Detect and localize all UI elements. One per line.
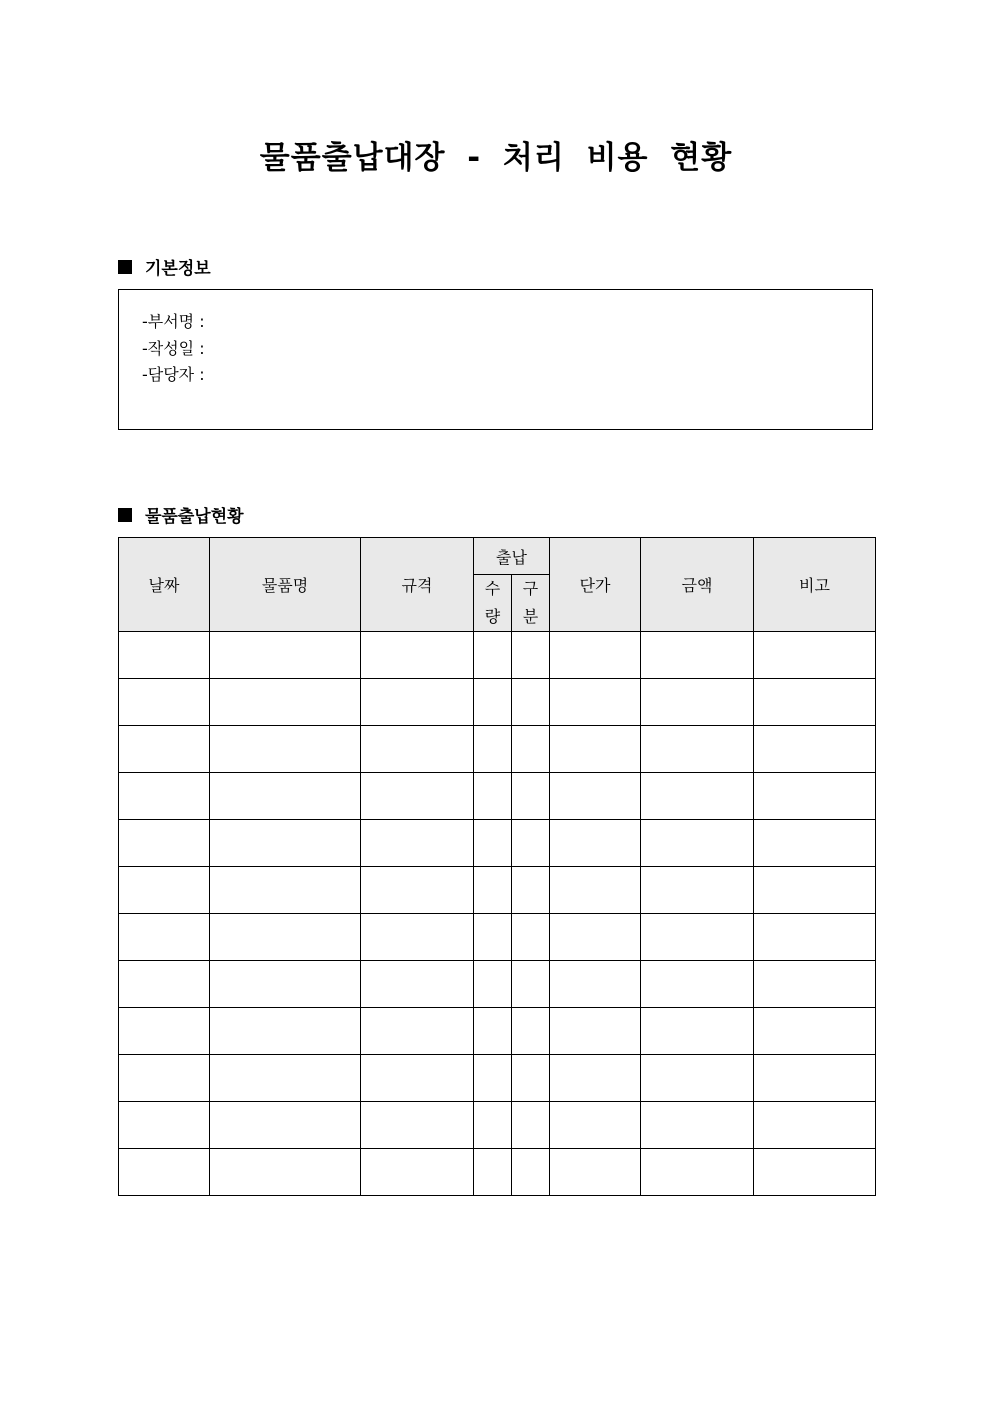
cell-quantity[interactable] <box>474 914 512 961</box>
cell-remarks[interactable] <box>754 961 876 1008</box>
cell-unit-price[interactable] <box>550 1055 641 1102</box>
cell-item-name[interactable] <box>210 961 361 1008</box>
cell-item-name[interactable] <box>210 679 361 726</box>
cell-spec[interactable] <box>361 820 474 867</box>
cell-item-name[interactable] <box>210 726 361 773</box>
cell-spec[interactable] <box>361 961 474 1008</box>
cell-item-name[interactable] <box>210 820 361 867</box>
black-square-icon <box>118 508 132 522</box>
cell-item-name[interactable] <box>210 867 361 914</box>
header-inout-group: 출납 <box>474 538 550 575</box>
cell-amount[interactable] <box>641 1102 754 1149</box>
cell-remarks[interactable] <box>754 1102 876 1149</box>
table-row <box>119 1055 876 1102</box>
cell-category[interactable] <box>512 632 550 679</box>
table-row <box>119 1149 876 1196</box>
table-row <box>119 632 876 679</box>
cell-quantity[interactable] <box>474 1102 512 1149</box>
cell-quantity[interactable] <box>474 679 512 726</box>
ledger-body <box>119 632 876 1196</box>
cell-date[interactable] <box>119 914 210 961</box>
cell-remarks[interactable] <box>754 773 876 820</box>
cell-spec[interactable] <box>361 1149 474 1196</box>
cell-category[interactable] <box>512 1102 550 1149</box>
cell-item-name[interactable] <box>210 632 361 679</box>
table-row <box>119 726 876 773</box>
cell-category[interactable] <box>512 914 550 961</box>
basic-info-box <box>118 289 873 430</box>
cell-quantity[interactable] <box>474 726 512 773</box>
cell-unit-price[interactable] <box>550 820 641 867</box>
manager-field[interactable]: -담당자 : <box>142 365 205 384</box>
header-quantity: 수량 <box>474 575 512 632</box>
cell-unit-price[interactable] <box>550 726 641 773</box>
cell-spec[interactable] <box>361 726 474 773</box>
header-unit-price: 단가 <box>550 538 641 632</box>
cell-category[interactable] <box>512 1149 550 1196</box>
cell-category[interactable] <box>512 773 550 820</box>
cell-quantity[interactable] <box>474 867 512 914</box>
cell-spec[interactable] <box>361 1055 474 1102</box>
section-heading-label: 물품출납현황 <box>145 507 244 527</box>
cell-quantity[interactable] <box>474 773 512 820</box>
cell-amount[interactable] <box>641 1055 754 1102</box>
cell-date[interactable] <box>119 773 210 820</box>
cell-item-name[interactable] <box>210 914 361 961</box>
cell-category[interactable] <box>512 726 550 773</box>
page-title: 물품출납대장 - 처리 비용 현황 <box>259 140 733 176</box>
inout-ledger-table <box>118 537 876 1196</box>
cell-spec[interactable] <box>361 679 474 726</box>
cell-unit-price[interactable] <box>550 867 641 914</box>
table-row <box>119 820 876 867</box>
cell-category[interactable] <box>512 679 550 726</box>
header-remarks: 비고 <box>754 538 876 632</box>
cell-item-name[interactable] <box>210 1055 361 1102</box>
cell-remarks[interactable] <box>754 914 876 961</box>
cell-unit-price[interactable] <box>550 773 641 820</box>
section-heading-label: 기본정보 <box>145 259 211 279</box>
cell-date[interactable] <box>119 961 210 1008</box>
cell-unit-price[interactable] <box>550 1149 641 1196</box>
cell-date[interactable] <box>119 1149 210 1196</box>
cell-remarks[interactable] <box>754 726 876 773</box>
header-item-name: 물품명 <box>210 538 361 632</box>
cell-category[interactable] <box>512 1055 550 1102</box>
cell-date[interactable] <box>119 1008 210 1055</box>
cell-quantity[interactable] <box>474 961 512 1008</box>
cell-quantity[interactable] <box>474 820 512 867</box>
cell-category[interactable] <box>512 867 550 914</box>
cell-remarks[interactable] <box>754 820 876 867</box>
cell-quantity[interactable] <box>474 632 512 679</box>
cell-item-name[interactable] <box>210 1008 361 1055</box>
cell-spec[interactable] <box>361 867 474 914</box>
table-row <box>119 773 876 820</box>
cell-date[interactable] <box>119 867 210 914</box>
section-heading-status <box>118 502 244 527</box>
cell-amount[interactable] <box>641 679 754 726</box>
header-date: 날짜 <box>119 538 210 632</box>
cell-unit-price[interactable] <box>550 679 641 726</box>
cell-category[interactable] <box>512 961 550 1008</box>
cell-unit-price[interactable] <box>550 1102 641 1149</box>
cell-date[interactable] <box>119 820 210 867</box>
cell-date[interactable] <box>119 679 210 726</box>
department-field[interactable]: -부서명 : <box>142 312 205 331</box>
cell-item-name[interactable] <box>210 773 361 820</box>
table-row <box>119 1008 876 1055</box>
table-row <box>119 867 876 914</box>
cell-quantity[interactable] <box>474 1149 512 1196</box>
cell-amount[interactable] <box>641 867 754 914</box>
black-square-icon <box>118 260 132 274</box>
table-row <box>119 914 876 961</box>
cell-quantity[interactable] <box>474 1008 512 1055</box>
table-row <box>119 679 876 726</box>
header-amount: 금액 <box>641 538 754 632</box>
cell-amount[interactable] <box>641 1149 754 1196</box>
cell-item-name[interactable] <box>210 1102 361 1149</box>
cell-item-name[interactable] <box>210 1149 361 1196</box>
cell-amount[interactable] <box>641 1008 754 1055</box>
cell-unit-price[interactable] <box>550 961 641 1008</box>
cell-remarks[interactable] <box>754 632 876 679</box>
cell-unit-price[interactable] <box>550 1008 641 1055</box>
cell-remarks[interactable] <box>754 679 876 726</box>
cell-spec[interactable] <box>361 914 474 961</box>
cell-amount[interactable] <box>641 820 754 867</box>
cell-remarks[interactable] <box>754 1149 876 1196</box>
cell-remarks[interactable] <box>754 1055 876 1102</box>
cell-spec[interactable] <box>361 1008 474 1055</box>
section-heading-basic-info <box>118 254 211 279</box>
cell-spec[interactable] <box>361 632 474 679</box>
cell-quantity[interactable] <box>474 1055 512 1102</box>
cell-remarks[interactable] <box>754 867 876 914</box>
cell-amount[interactable] <box>641 773 754 820</box>
header-spec: 규격 <box>361 538 474 632</box>
cell-unit-price[interactable] <box>550 914 641 961</box>
cell-spec[interactable] <box>361 1102 474 1149</box>
cell-remarks[interactable] <box>754 1008 876 1055</box>
cell-unit-price[interactable] <box>550 632 641 679</box>
table-row <box>119 1102 876 1149</box>
cell-date[interactable] <box>119 1055 210 1102</box>
cell-amount[interactable] <box>641 726 754 773</box>
cell-category[interactable] <box>512 1008 550 1055</box>
cell-date[interactable] <box>119 632 210 679</box>
created-date-field[interactable]: -작성일 : <box>142 338 205 358</box>
cell-date[interactable] <box>119 726 210 773</box>
cell-amount[interactable] <box>641 632 754 679</box>
cell-spec[interactable] <box>361 773 474 820</box>
cell-date[interactable] <box>119 1102 210 1149</box>
cell-amount[interactable] <box>641 961 754 1008</box>
cell-amount[interactable] <box>641 914 754 961</box>
cell-category[interactable] <box>512 820 550 867</box>
header-category: 구분 <box>512 575 550 632</box>
table-row <box>119 961 876 1008</box>
